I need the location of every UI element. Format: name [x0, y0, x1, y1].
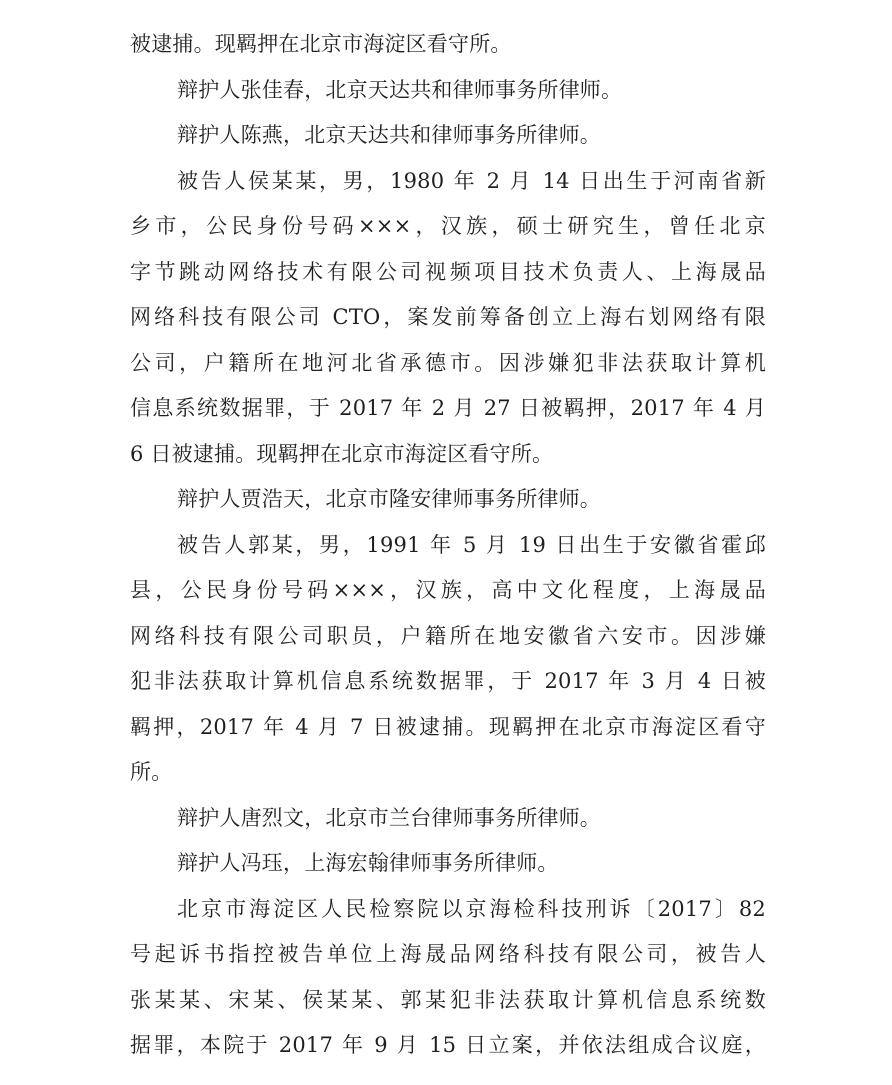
text-line: 所。: [130, 760, 173, 784]
text-line: 6 日被逮捕。现羁押在北京市海淀区看守所。: [130, 442, 554, 466]
text-line: 乡市，公民身份号码×××，汉族，硕士研究生，曾任北京: [130, 214, 766, 238]
text-line: 信息系统数据罪，于 2017 年 2 月 27 日被羁押，2017 年 4 月: [130, 396, 766, 420]
text-line: 字节跳动网络技术有限公司视频项目技术负责人、上海晟品: [130, 260, 766, 284]
text-line: 辩护人贾浩天，北京市隆安律师事务所律师。: [177, 487, 601, 511]
text-line: 犯非法获取计算机信息系统数据罪，于 2017 年 3 月 4 日被: [130, 669, 766, 693]
text-line: 辩护人陈燕，北京天达共和律师事务所律师。: [177, 123, 601, 147]
text-line: 网络科技有限公司职员，户籍所在地安徽省六安市。因涉嫌: [130, 624, 766, 648]
text-line: 网络科技有限公司 CTO，案发前筹备创立上海右划网络有限: [130, 305, 766, 329]
text-line: 张某某、宋某、侯某某、郭某犯非法获取计算机信息系统数: [130, 988, 766, 1012]
text-line: 辩护人唐烈文，北京市兰台律师事务所律师。: [177, 806, 601, 830]
text-line: 北京市海淀区人民检察院以京海检科技刑诉〔2017〕82: [177, 897, 766, 921]
text-line: 辩护人张佳春，北京天达共和律师事务所律师。: [177, 78, 623, 102]
text-line: 被逮捕。现羁押在北京市海淀区看守所。: [130, 32, 512, 56]
text-line: 号起诉书指控被告单位上海晟品网络科技有限公司，被告人: [130, 942, 766, 966]
text-line: 被告人郭某，男，1991 年 5 月 19 日出生于安徽省霍邱: [177, 533, 766, 557]
text-line: 辩护人冯珏，上海宏翰律师事务所律师。: [177, 851, 559, 875]
text-line: 公司，户籍所在地河北省承德市。因涉嫌犯非法获取计算机: [130, 351, 766, 375]
text-line: 县，公民身份号码×××，汉族，高中文化程度，上海晟品: [130, 578, 766, 602]
text-line: 羁押，2017 年 4 月 7 日被逮捕。现羁押在北京市海淀区看守: [130, 715, 766, 739]
text-line: 被告人侯某某，男，1980 年 2 月 14 日出生于河南省新: [177, 169, 766, 193]
text-line: 据罪，本院于 2017 年 9 月 15 日立案，并依法组成合议庭，: [130, 1033, 766, 1057]
